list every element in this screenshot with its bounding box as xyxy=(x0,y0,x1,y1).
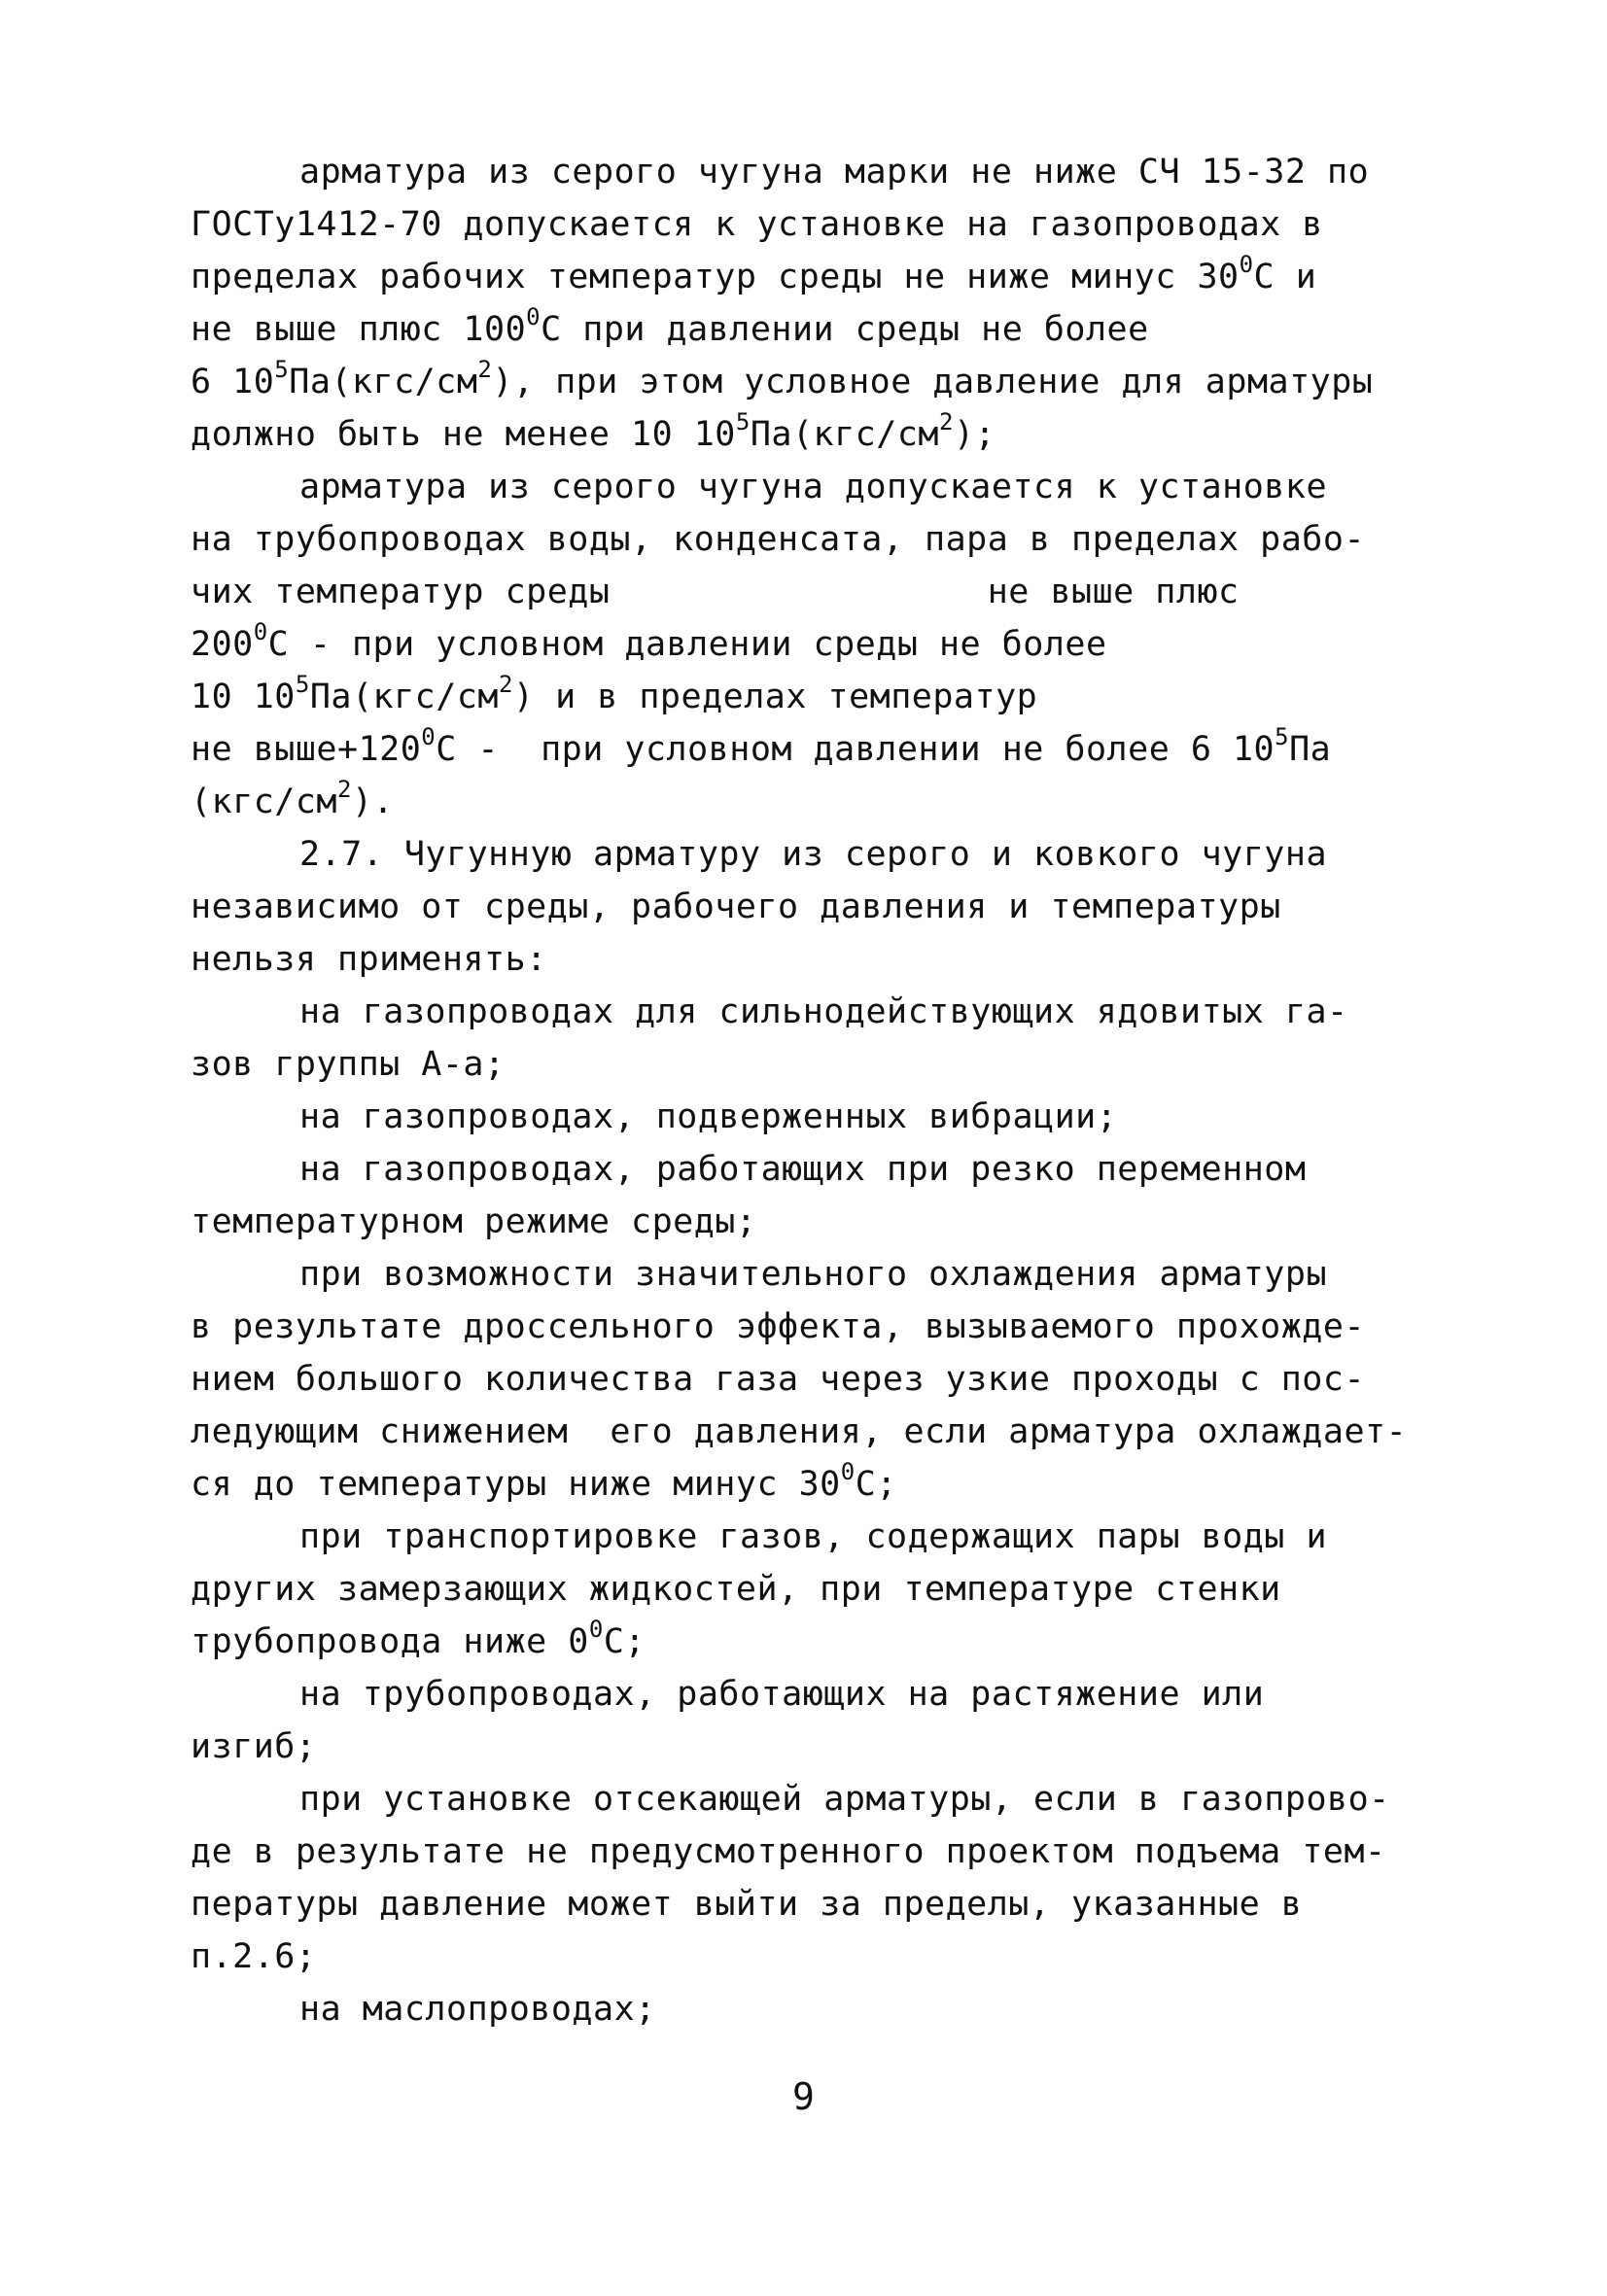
text-segment: не выше плюс 100 xyxy=(191,310,527,349)
text-segment: нием большого количества газа через узкие проходы с пос- xyxy=(191,1360,1366,1399)
text-line xyxy=(191,251,1474,303)
text-segment: арматура из серого чугуна допускается к установке xyxy=(299,468,1328,506)
text-segment: должно быть не менее 10 10 xyxy=(191,415,736,454)
text-segment: 10 10 xyxy=(191,678,296,716)
text-line xyxy=(191,1038,1474,1091)
text-segment: изгиб; xyxy=(191,1727,317,1766)
superscript: 0 xyxy=(840,1458,856,1485)
text-segment: на трубопроводах воды, конденсата, пара в пределах рабо- xyxy=(191,520,1366,559)
text-segment: ). xyxy=(351,783,395,821)
text-line xyxy=(191,1878,1474,1931)
text-line xyxy=(191,933,1474,986)
text-segment: в результате дроссельного эффекта, вызываемого прохожде- xyxy=(191,1307,1366,1346)
text-segment: Па xyxy=(1289,730,1332,769)
superscript: 2 xyxy=(498,671,513,698)
text-line xyxy=(191,1931,1474,1983)
text-segment: С при давлении среды не более xyxy=(541,310,1149,349)
text-segment: ся до температуры ниже минус 30 xyxy=(191,1465,841,1504)
text-segment: температурном режиме среды; xyxy=(191,1202,757,1241)
text-segment: не выше+120 xyxy=(191,730,422,769)
text-line xyxy=(191,356,1474,408)
superscript: 0 xyxy=(1239,251,1254,278)
text-segment: пературы давление может выйти за пределы, указанные в xyxy=(191,1885,1303,1924)
text-line xyxy=(191,776,1474,828)
text-segment: С и xyxy=(1253,258,1317,296)
text-line xyxy=(191,828,1474,881)
text-line xyxy=(191,881,1474,933)
superscript: 5 xyxy=(735,408,751,435)
text-segment: 2.7. Чугунную арматуру из серого и ковкого чугуна xyxy=(299,835,1328,874)
text-line xyxy=(191,303,1474,356)
text-segment: Па(кгс/см xyxy=(309,678,499,716)
text-segment: на газопроводах, подверженных вибрации; xyxy=(299,1097,1118,1136)
text-segment: Па(кгс/см xyxy=(289,363,478,401)
text-segment: де в результате не предусмотренного проектом подъема тем- xyxy=(191,1832,1386,1871)
superscript: 2 xyxy=(337,776,352,803)
text-segment: на газопроводах, работающих при резко переменном xyxy=(299,1150,1307,1189)
text-segment: пределах рабочих температур среды не ниже минус 30 xyxy=(191,258,1240,296)
text-line xyxy=(191,1248,1474,1301)
text-line xyxy=(191,1773,1474,1826)
text-line xyxy=(191,408,1474,461)
text-line xyxy=(191,1983,1474,2035)
text-line xyxy=(191,1143,1474,1196)
text-line xyxy=(191,723,1474,776)
text-line xyxy=(191,1616,1474,1668)
text-line xyxy=(191,198,1474,251)
superscript: 2 xyxy=(477,356,493,383)
text-line xyxy=(191,1668,1474,1721)
text-segment: 200 xyxy=(191,625,254,664)
text-line xyxy=(191,566,1474,618)
page-number: 9 xyxy=(792,2075,815,2118)
text-line xyxy=(191,1091,1474,1143)
text-segment: арматура из серого чугуна марки не ниже СЧ 15-32 по xyxy=(299,153,1370,191)
text-segment: при установке отсекающей арматуры, если в газопрово- xyxy=(299,1780,1390,1819)
text-line xyxy=(191,1301,1474,1353)
text-line xyxy=(191,1406,1474,1458)
text-segment: чих температур среды не выше плюс xyxy=(191,573,1240,611)
text-line xyxy=(191,146,1474,198)
text-line xyxy=(191,1721,1474,1773)
text-segment: на маслопроводах; xyxy=(299,1990,656,2029)
text-segment: нельзя применять: xyxy=(191,940,547,979)
superscript: 0 xyxy=(253,618,268,645)
text-line xyxy=(191,1826,1474,1878)
text-segment: ), при этом условное давление для арматуры xyxy=(492,363,1374,401)
text-segment: С; xyxy=(855,1465,897,1504)
superscript: 5 xyxy=(295,671,310,698)
text-line xyxy=(191,671,1474,723)
text-segment: независимо от среды, рабочего давления и температуры xyxy=(191,887,1281,926)
text-line xyxy=(191,1353,1474,1406)
text-segment: С; xyxy=(603,1622,646,1661)
superscript: 0 xyxy=(526,303,541,330)
text-segment: ледующим снижением его давления, если арматура охлаждает- xyxy=(191,1412,1408,1451)
superscript: 5 xyxy=(274,356,290,383)
text-segment: при возможности значительного охлаждения арматуры xyxy=(299,1255,1328,1294)
text-segment: других замерзающих жидкостей, при температуре стенки xyxy=(191,1570,1281,1609)
text-segment: Па(кгс/см xyxy=(750,415,939,454)
superscript: 0 xyxy=(588,1616,604,1643)
text-segment: С - при условном давлении не более 6 10 xyxy=(436,730,1275,769)
text-line xyxy=(191,513,1474,566)
text-segment: ГОСТу1412-70 допускается к установке на газопроводах в xyxy=(191,205,1323,244)
text-line xyxy=(191,1511,1474,1563)
superscript: 0 xyxy=(421,723,437,750)
text-line xyxy=(191,1458,1474,1511)
text-segment: ); xyxy=(953,415,996,454)
text-line xyxy=(191,461,1474,513)
text-segment: на газопроводах для сильнодействующих ядовитых га- xyxy=(299,992,1348,1031)
text-segment: (кгс/см xyxy=(191,783,338,821)
document-body xyxy=(191,146,1474,2035)
text-line xyxy=(191,1563,1474,1616)
text-line xyxy=(191,1196,1474,1248)
text-segment: ) и в пределах температур xyxy=(512,678,1038,716)
text-line xyxy=(191,986,1474,1038)
text-segment: на трубопроводах, работающих на растяжение или xyxy=(299,1675,1265,1714)
text-segment: трубопровода ниже 0 xyxy=(191,1622,589,1661)
text-line xyxy=(191,618,1474,671)
text-segment: зов группы А-а; xyxy=(191,1045,506,1084)
text-segment: С - при условном давлении среды не более xyxy=(267,625,1107,664)
superscript: 2 xyxy=(938,408,954,435)
superscript: 5 xyxy=(1275,723,1290,750)
text-segment: 6 10 xyxy=(191,363,275,401)
text-segment: при транспортировке газов, содержащих пары воды и xyxy=(299,1517,1328,1556)
text-segment: п.2.6; xyxy=(191,1937,317,1976)
